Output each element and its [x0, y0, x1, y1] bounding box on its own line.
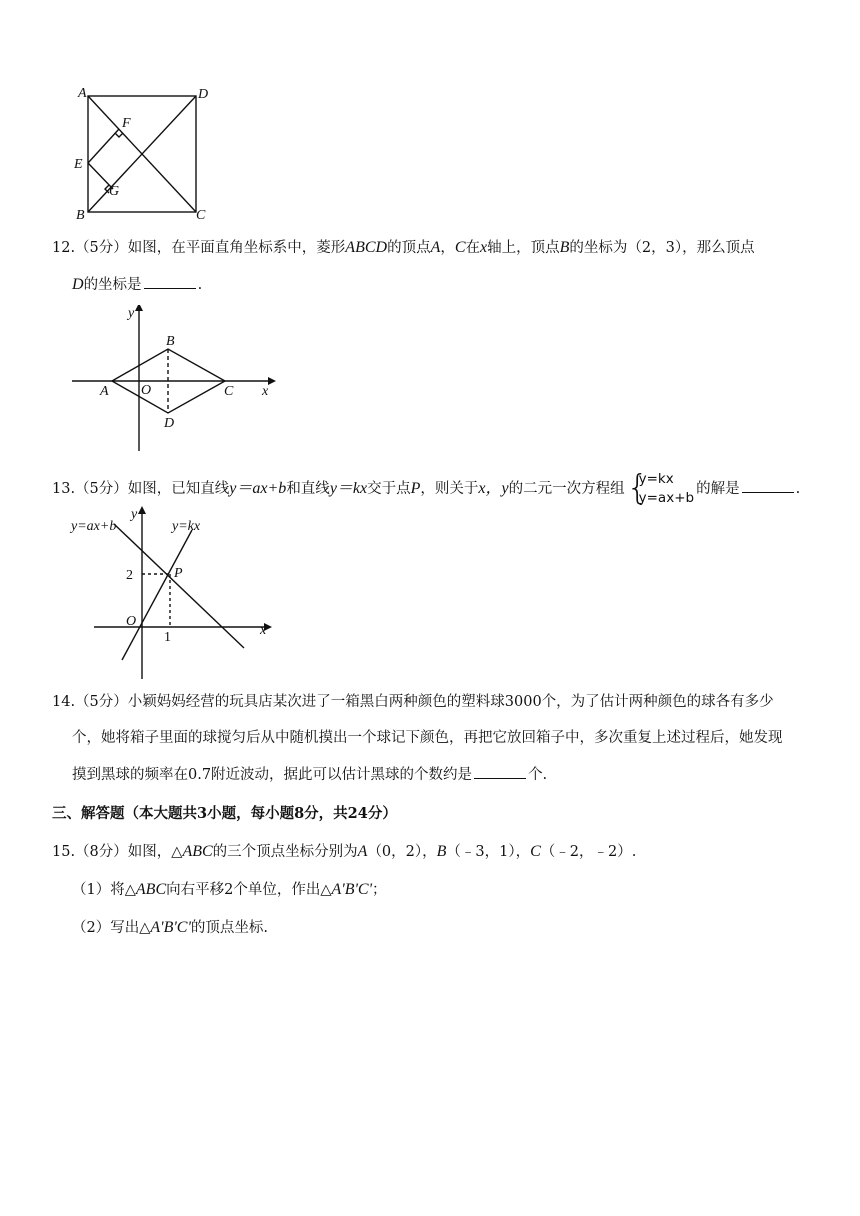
label-y: y — [128, 306, 135, 321]
question-14-line1: 14.（5分）小颖妈妈经营的玩具店某次进了一箱黑白两种颜色的塑料球3000个，为了估计两种颜色的球各有多少 — [52, 694, 774, 710]
equation-system: { y=kx y=ax+b — [626, 468, 695, 508]
line-y-kx — [122, 530, 192, 660]
label-x: x — [260, 623, 267, 638]
label-p: P — [174, 566, 183, 581]
section-3-title: 三、解答题（本大题共3小题，每小题8分，共24分） — [52, 805, 397, 822]
question-15-part2: （2）写出△A'B'C'的顶点坐标. — [72, 919, 268, 936]
question-15-line: 15.（8分）如图，△ABC的三个顶点坐标分别为A（0，2），B（﹣3，1），C（﹣2，﹣2）. — [52, 843, 637, 860]
question-15-part1: （1）将△ABC向右平移2个单位，作出△A'B'C'； — [72, 881, 387, 898]
question-12-line2: D的坐标是 . — [72, 276, 203, 293]
question-13-line: 13.（5分）如图，已知直线y＝ax+b和直线y＝kx交于点P，则关于x，y的二元一次方程组 { y=kx y=ax+b的解是 . — [52, 468, 801, 508]
question-12-line1: 12.（5分）如图，在平面直角坐标系中，菱形ABCD的顶点A，C在x轴上，顶点B的坐标为（2，3），那么顶点 — [52, 239, 755, 256]
label-a: A — [78, 86, 87, 101]
question-14-line3: 摸到黑球的频率在0.7附近波动，据此可以估计黑球的个数约是 个. — [72, 764, 547, 785]
segment-ef — [88, 129, 119, 163]
label-two: 2 — [126, 568, 133, 583]
label-x: x — [262, 384, 269, 399]
rhombus-figure — [70, 305, 280, 455]
label-a: A — [100, 384, 109, 399]
label-line-kx: y=kx — [172, 519, 201, 534]
right-angle-f — [115, 133, 123, 137]
label-c: C — [224, 384, 234, 399]
answer-blank-14[interactable] — [474, 764, 526, 779]
label-y: y — [131, 507, 138, 522]
x-axis-arrow — [268, 377, 276, 385]
label-o: O — [126, 614, 137, 629]
line-y-ax-b — [114, 524, 244, 648]
answer-blank-13[interactable] — [742, 478, 794, 493]
lines-figure — [68, 504, 278, 679]
label-g: G — [109, 184, 120, 199]
y-axis-arrow — [138, 506, 146, 514]
y-axis-arrow — [135, 305, 143, 311]
label-d: D — [198, 87, 209, 102]
label-c: C — [196, 208, 206, 223]
label-d: D — [164, 416, 175, 431]
square-figure — [70, 84, 220, 224]
label-f: F — [122, 116, 131, 131]
label-b: B — [166, 334, 175, 349]
label-one: 1 — [164, 630, 171, 645]
label-line-ax-b: y=ax+b — [71, 519, 117, 534]
answer-blank-12[interactable] — [144, 274, 196, 289]
label-o: O — [141, 383, 152, 398]
label-e: E — [74, 157, 83, 172]
question-14-line2: 个，她将箱子里面的球搅匀后从中随机摸出一个球记下颜色，再把它放回箱子中，多次重复上述过程后，她发现 — [72, 730, 783, 746]
label-b: B — [76, 208, 85, 223]
